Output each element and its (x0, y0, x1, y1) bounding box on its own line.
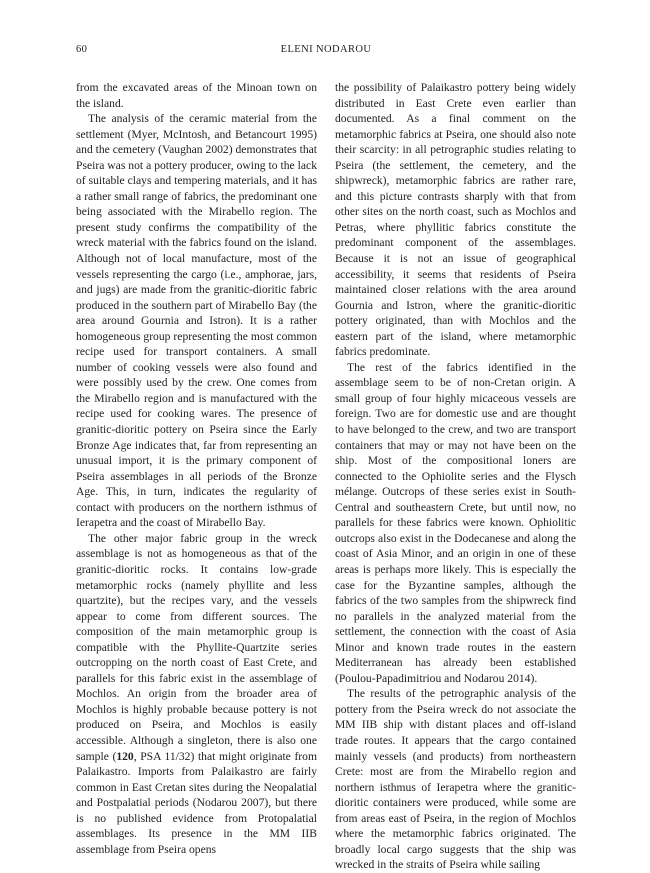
left-column (76, 80, 317, 873)
paragraph: The results of the petrographic analysis of the pottery from the Pseira wreck do not associate the MM IIB ship with distant places and off-island trade routes. It appears that the cargo contained mainly vessels (and products) from northeastern Crete: most are from the Mirabello region and northern isthmus of Ierapetra where the granitic-dioritic containers were produced, while some are from areas east of Pseira, in the region of Mochlos where the metamorphic fabrics originated. The broadly local cargo suggests that the ship was wrecked in the straits of Pseira while sailing (335, 687, 576, 872)
paragraph-text: , PSA 11/32) that might originate from Palaikastro. Imports from Palaikastro are fairly common in East Cretan sites during the Neopalatial and Postpalatial periods (Nodarou 2007), but there is no published evidence from Protopalatial assemblages. Its presence in the MM IIB assemblage from Pseira opens (76, 749, 317, 856)
running-head: ELENI NODAROU (280, 44, 372, 55)
paragraph (76, 531, 317, 857)
right-column (335, 80, 576, 873)
paragraph-text: The other major fabric group in the wreck assemblage is not as homogeneous as that of the granitic-dioritic rocks. It contains low-grade metamorphic rocks (namely phyllite and less quartzite), but the recipes vary, and the vessels appear to come from different sources. The composition of the main metamorphic group is compatible with the Phyllite-Quartzite series outcropping on the north coast of East Crete, and parallels for this fabric exist in the assemblage of Mochlos. An origin from the broader area of Mochlos is highly probable because pottery is not produced on Pseira, and Mochlos is easily accessible. Although a singleton, there is also one sample ( (76, 531, 317, 763)
sample-number: 120 (116, 749, 134, 763)
paragraph: the possibility of Palaikastro pottery being widely distributed in East Crete even earlier than documented. As a final comment on the metamorphic fabrics at Pseira, one should also note their scarcity: in all petrographic studies relating to Pseira (the settlement, the cemetery, and the shipwreck), metamorphic fabrics are rather rare, and this picture contrasts sharply with that from other sites on the north coast, such as Mochlos and Petras, where phyllitic fabrics constitute the predominant component of the assemblages. Because it is not an issue of geographical accessibility, it seems that residents of Pseira maintained closer relations with the area around Gournia and Istron, where the granitic-dioritic pottery originated, than with Mochlos and the eastern part of the island, where metamorphic fabrics predominate. (335, 81, 576, 359)
body-columns (76, 80, 576, 873)
page-number: 60 (76, 44, 88, 55)
paragraph: from the excavated areas of the Minoan town on the island. (76, 81, 317, 110)
paragraph: The rest of the fabrics identified in the assemblage seem to be of non-Cretan origin. A small group of four highly micaceous vessels are foreign. Two are for domestic use and are thought to have belonged to the crew, and two are transport containers that may or may not have been on the ship. Most of the compositional loners are connected to the Ophiolite series and the Flysch mélange. Outcrops of these series exist in South-Central and southeastern Crete, but until now, no parallels for these fabrics were known. Ophiolitic outcrops also exist in the Dodecanese and along the coast of Asia Minor, and an origin in one of these areas is perhaps more likely. This is especially the case for the Byzantine samples, although the fabrics of the two samples from the shipwreck find no parallels in the analyzed material from the settlement, the connection with the coast of Asia Minor and known trade routes in the eastern Mediterranean has already been established (Poulou-Papadimitriou and Nodarou 2014). (335, 360, 576, 685)
page-header (76, 44, 576, 60)
paragraph: The analysis of the ceramic material from the settlement (Myer, McIntosh, and Betancourt 1995) and the cemetery (Vaughan 2002) demonstrates that Pseira was not a pottery producer, owing to the lack of suitable clays and tempering materials, and it has a rather small range of fabrics, the predominant one being associated with the Mirabello region. The present study confirms the compatibility of the wreck material with the fabrics found on the island. Although not of local manufacture, most of the vessels representing the cargo (i.e., amphorae, jars, and jugs) are made from the granitic-dioritic fabric produced in the southern part of Mirabello Bay (the area around Gournia and Istron). It is a rather homogeneous group representing the most common recipe used for transport containers. A small number of cooking vessels were also found and were possibly used by the crew. One comes from the Mirabello region and is manufactured with the recipe used for cooking wares. The presence of granitic-dioritic pottery on Pseira since the Early Bronze Age indicates that, far from representing an unusual import, it is the primary component of Pseira assemblages in all periods of the Bronze Age. This, in turn, indicates the regularity of contact with producers on the northern isthmus of Ierapetra and the coast of Mirabello Bay. (76, 112, 317, 530)
